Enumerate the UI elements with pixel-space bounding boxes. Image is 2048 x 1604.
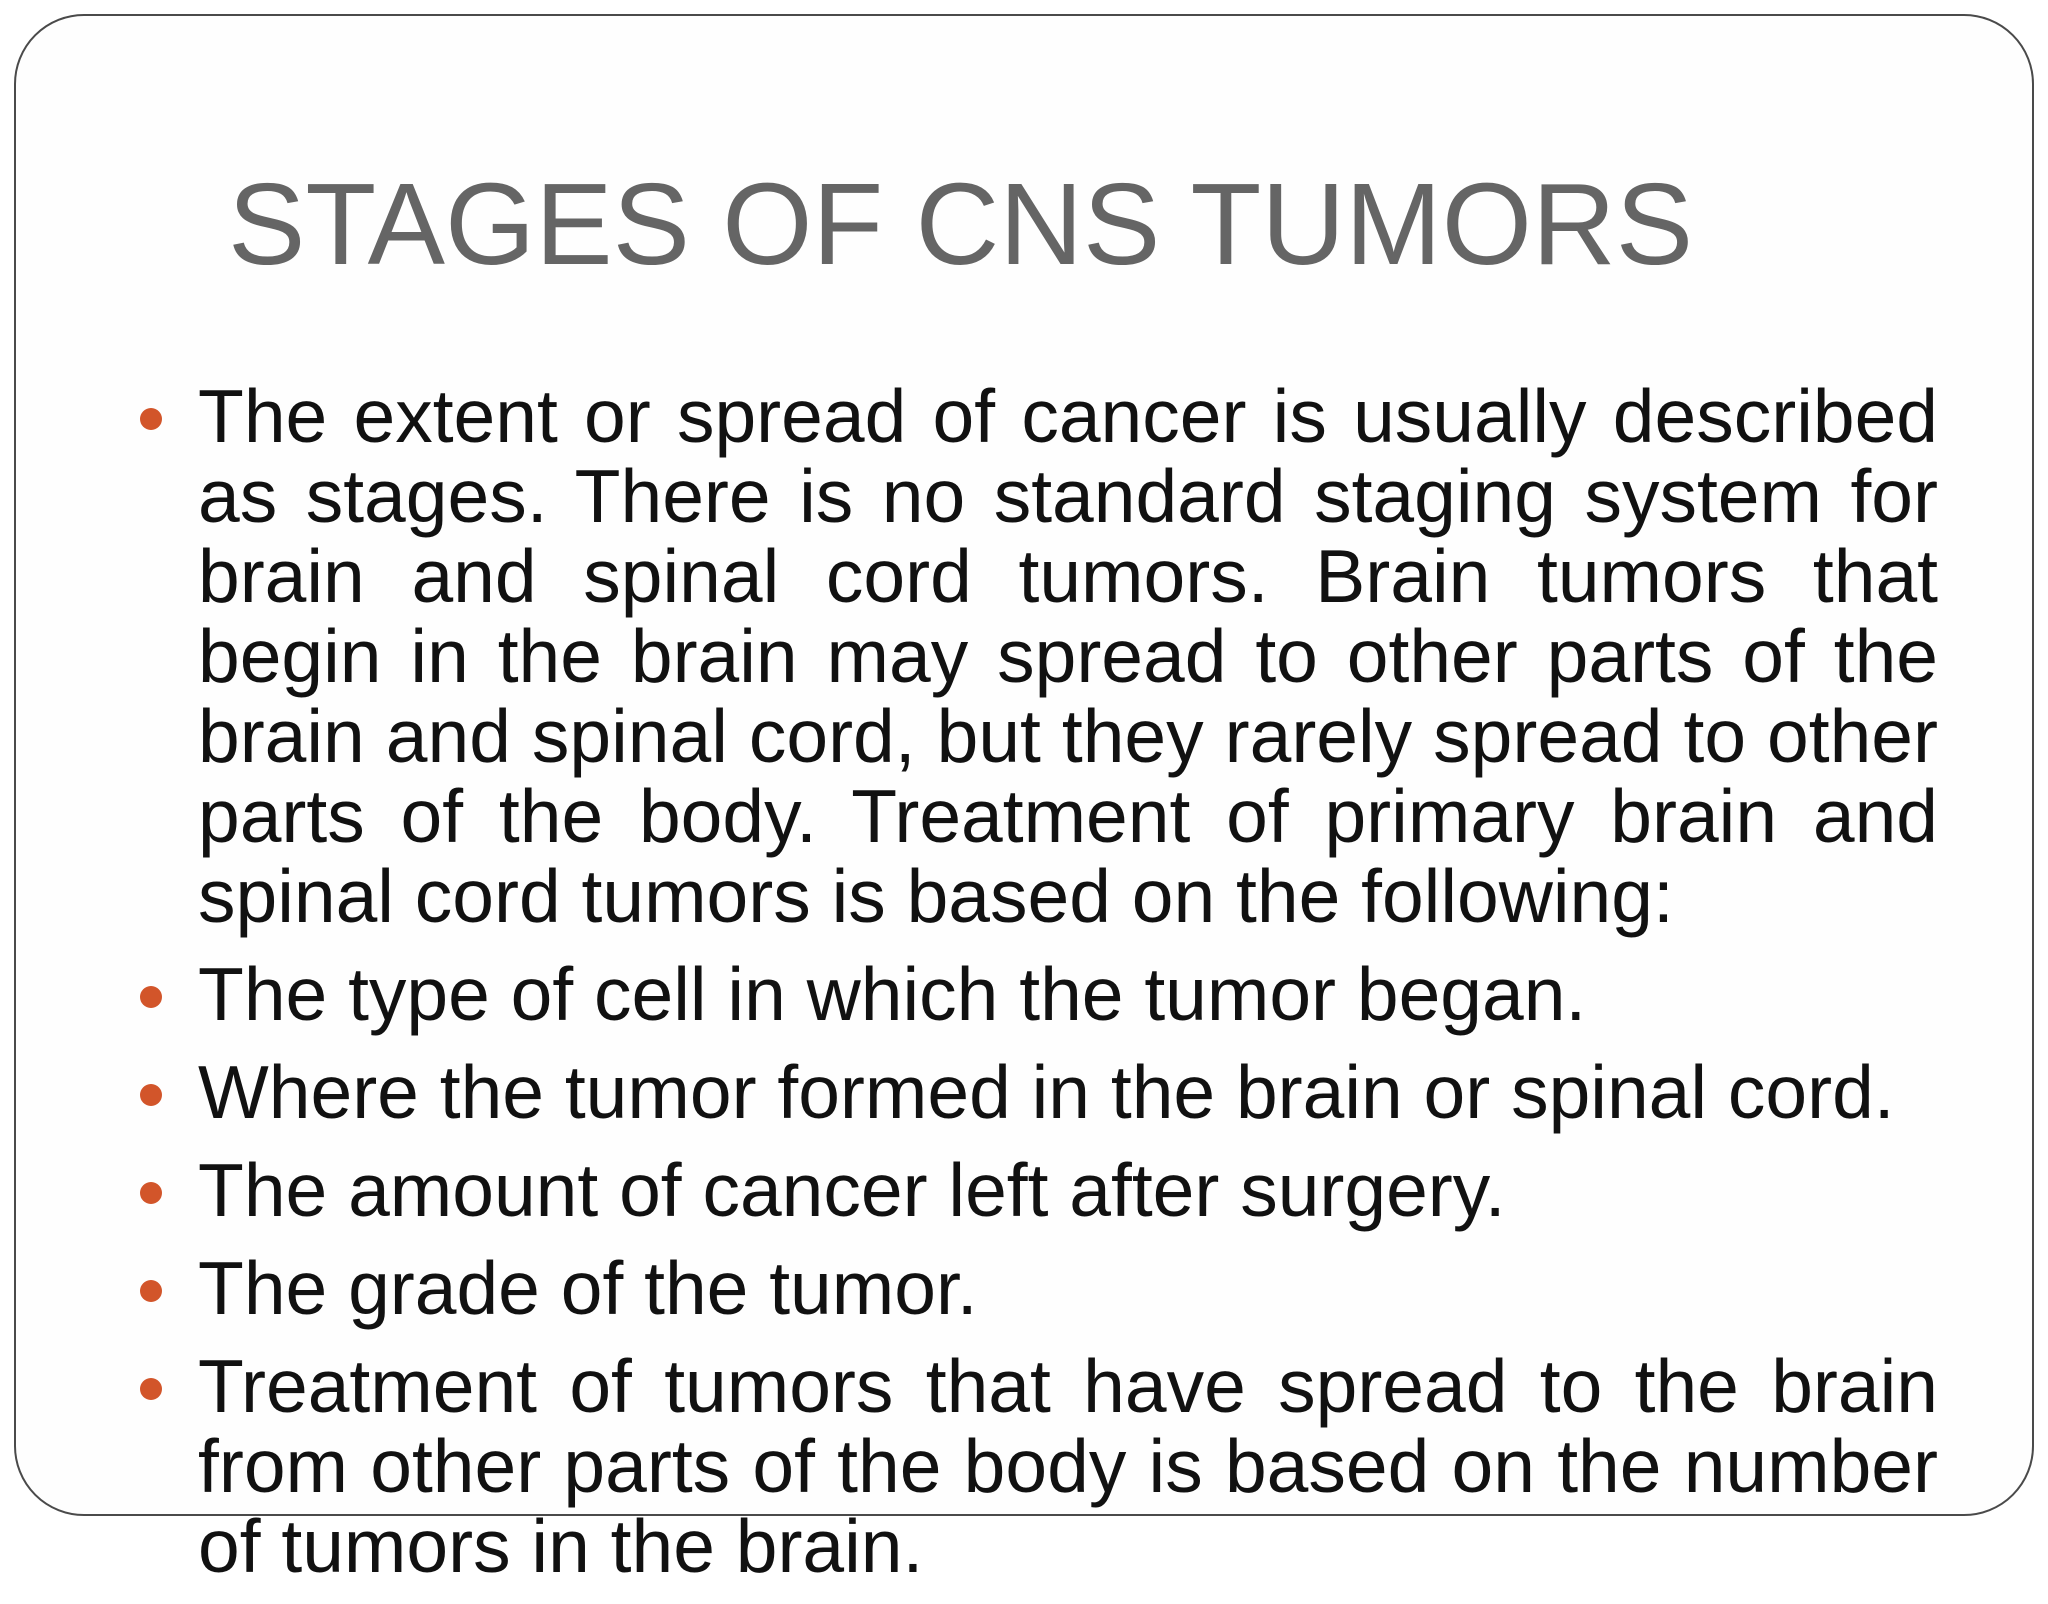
slide-frame xyxy=(14,14,2034,1588)
bullet-text: The grade of the tumor. xyxy=(198,1246,978,1330)
bullet-item xyxy=(128,376,1938,936)
bullet-dot-icon xyxy=(140,1280,162,1302)
bullet-dot-icon xyxy=(140,1182,162,1204)
bullet-item xyxy=(128,1248,1938,1328)
bullet-dot-icon xyxy=(140,1378,162,1400)
bullet-item xyxy=(128,1052,1938,1132)
bullet-dot-icon xyxy=(140,1084,162,1106)
bullet-text: The extent or spread of cancer is usually described as stages. There is no standard staging system for brain and spinal cord tumors. Brain tumors that begin in the brain may spread to other parts of the brain and spinal cord, but they rarely spread to other parts of the body. Treatment of primary brain and spinal cord tumors is based on the following: xyxy=(198,374,1938,938)
bullet-text: Treatment of tumors that have spread to the brain from other parts of the body is based on the number of tumors in the brain. xyxy=(198,1344,1938,1588)
bullet-item xyxy=(128,1150,1938,1230)
bullet-item xyxy=(128,1346,1938,1586)
bullet-list xyxy=(128,376,1938,1604)
bullet-dot-icon xyxy=(140,986,162,1008)
bullet-text: Where the tumor formed in the brain or spinal cord. xyxy=(198,1050,1895,1134)
bullet-text: The type of cell in which the tumor began. xyxy=(198,952,1587,1036)
slide-title: STAGES OF CNS TUMORS xyxy=(228,159,1694,289)
bullet-dot-icon xyxy=(140,408,162,430)
bullet-text: The amount of cancer left after surgery. xyxy=(198,1148,1506,1232)
bullet-item xyxy=(128,954,1938,1034)
